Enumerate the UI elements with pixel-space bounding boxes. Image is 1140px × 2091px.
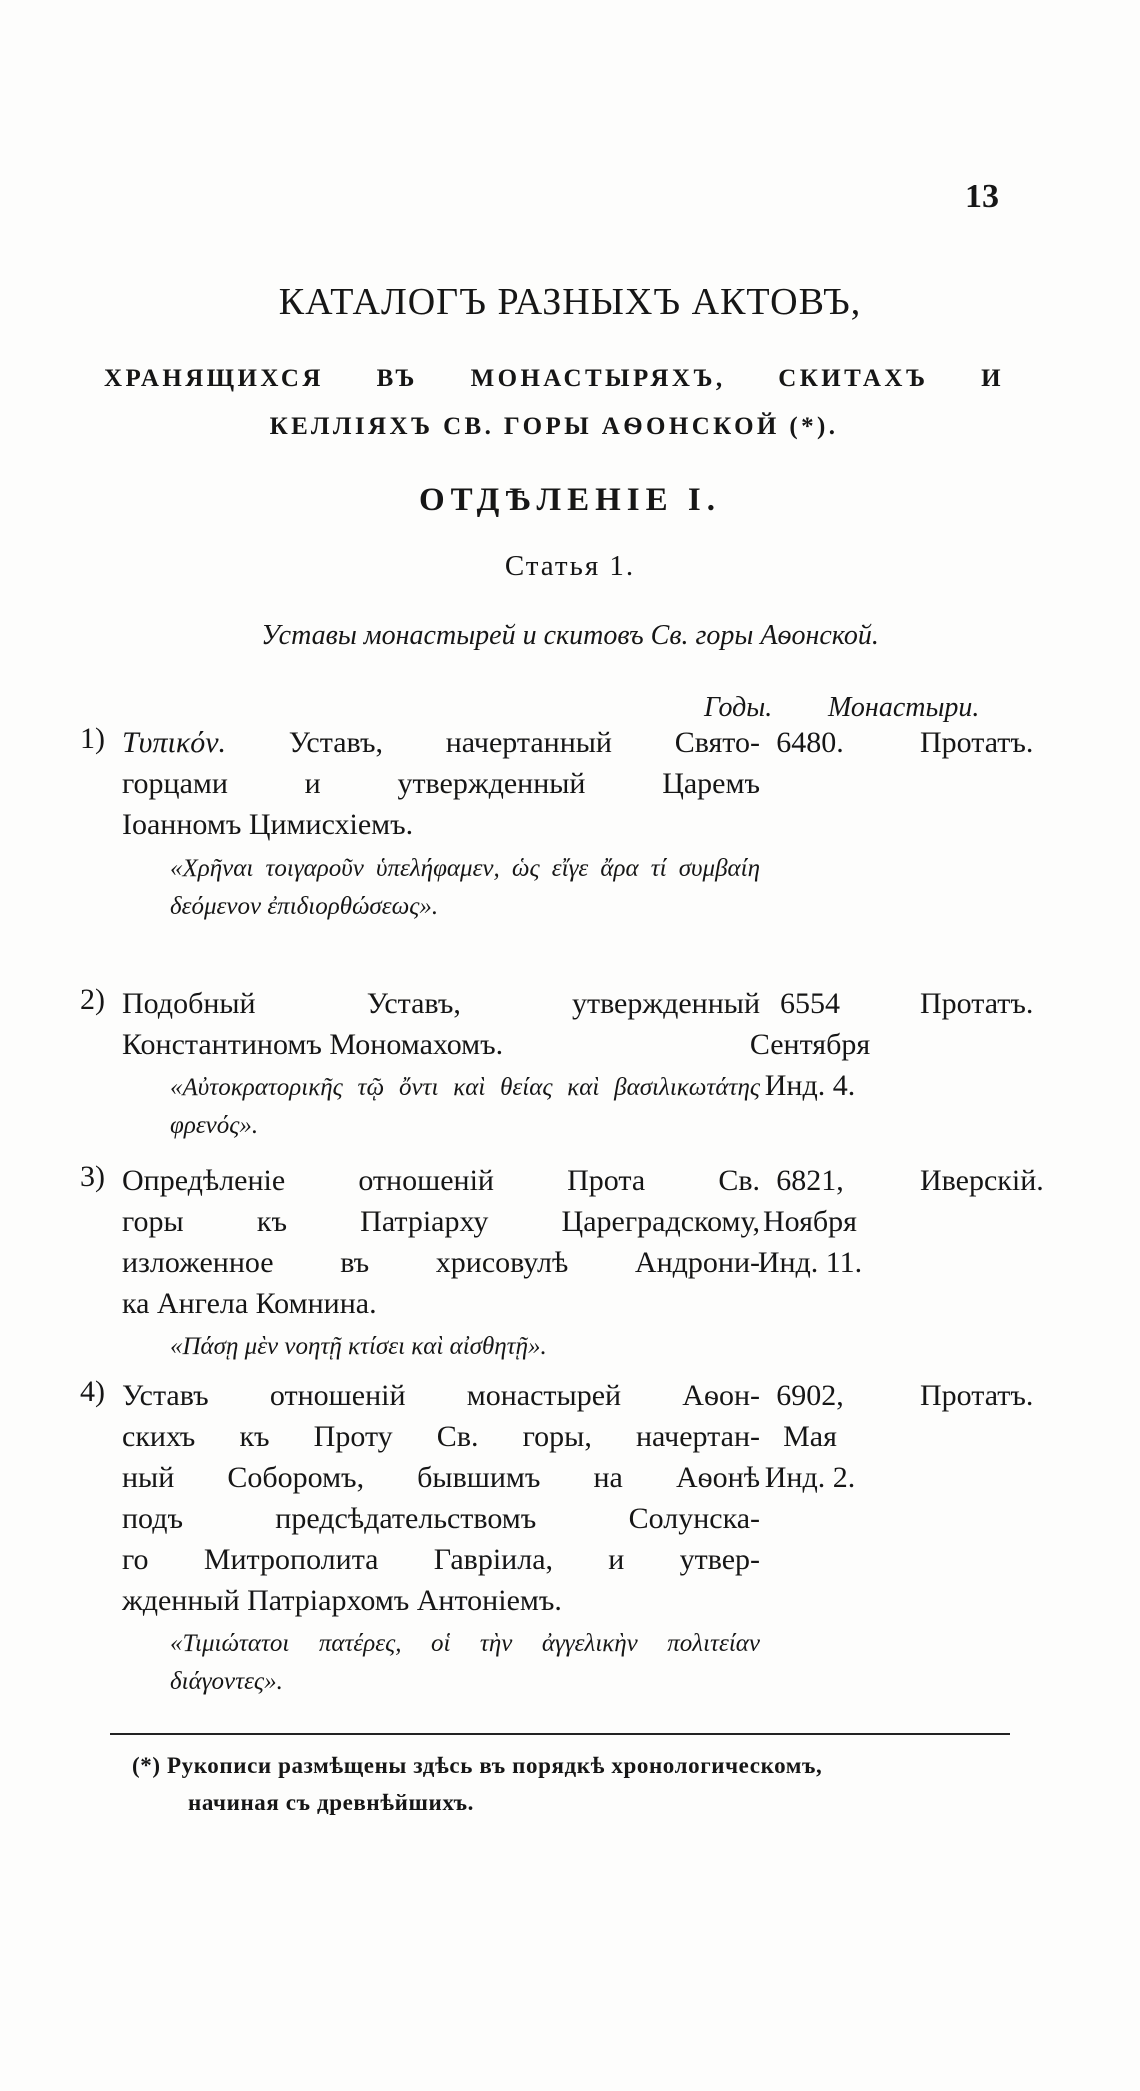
entry-monastery: Протатъ. (920, 726, 1034, 759)
entry-description-line: горцами и утвержденный Царемъ (122, 767, 760, 800)
entry-description-line: Τυπικόν. Уставъ, начертанный Свято- (122, 726, 760, 759)
footnote-line-1: (*) Рукописи размѣщены здѣсь въ порядкѣ хронологическомъ, (132, 1753, 823, 1778)
entry-greek-quote: «Τιμιώτατοι πατέρες, οἱ τὴν ἀγγελικὴν πολιτείαν διάγοντες». (170, 1630, 760, 1695)
subtitle-line-2: КЕЛЛІЯХЪ СВ. ГОРЫ АѲОНСКОЙ (*). (269, 413, 839, 440)
entry-description-line: скихъ къ Проту Св. горы, начертан- (122, 1420, 760, 1453)
entry-greek-quote: «Πάσῃ μὲν νοητῇ κτίσει καὶ αἰσθητῇ». (170, 1333, 547, 1360)
entry-description (122, 983, 760, 1065)
entry-greek-quote: «Αὐτοκρατορικῆς τῷ ὄντι καὶ θείας καὶ βασιλικωτάτης φρενός». (170, 1074, 760, 1139)
entry-greek-label: Τυπικόν. (122, 726, 227, 759)
footnote-rule (110, 1733, 1010, 1735)
entry-description-line: ный Соборомъ, бывшимъ на Аѳонѣ (122, 1461, 760, 1494)
entry-description (122, 1375, 760, 1621)
entry-description-line: го Митрополита Гавріила, и утвер- (122, 1543, 760, 1576)
section-heading: ОТДѢЛЕНІЕ I. (419, 482, 721, 518)
entry-monastery: Протатъ. (920, 1379, 1034, 1412)
catalog-title: КАТАЛОГЪ РАЗНЫХЪ АКТОВЪ, (278, 281, 862, 323)
entry-description-line: Константиномъ Мономахомъ. (122, 1028, 504, 1061)
entry-description-line: подъ предсѣдательствомъ Солунска- (122, 1502, 760, 1535)
page-number: 13 (965, 178, 999, 215)
entry-date: 6554 Сентября Инд. 4. (749, 987, 871, 1102)
footnote-line-2: начиная съ древнѣйшихъ. (188, 1790, 474, 1815)
entry-description-line: Опредѣленіе отношеній Прота Св. (122, 1164, 760, 1197)
entry-description-line: горы къ Патріарху Цареградскому, (122, 1205, 760, 1238)
entry-description-line: жденный Патріархомъ Антоніемъ. (122, 1584, 562, 1617)
entry-description-line: ка Ангела Комнина. (122, 1287, 377, 1320)
entry-description-line: Подобный Уставъ, утвержденный (122, 987, 760, 1020)
entry-number: 3) (80, 1160, 105, 1193)
column-header-monasteries: Монастыри. (828, 692, 980, 723)
entry-date: 6902, Мая Инд. 2. (764, 1379, 856, 1494)
footnote (132, 1747, 1032, 1821)
entry-number: 4) (80, 1375, 105, 1408)
subtitle-line-1: ХРАНЯЩИХСЯ ВЪ МОНАСТЫРЯХЪ, СКИТАХЪ И (104, 365, 1004, 392)
entry-greek-quote: «Χρῆναι τοιγαροῦν ὑπελήφαμεν, ὡς εἴγε ἄρα τί συμβαίη δεόμενον ἐπιδιορθώσεως». (170, 855, 760, 920)
entry-monastery: Иверскій. (920, 1164, 1044, 1197)
column-header-years: Годы. (704, 692, 773, 723)
article-heading: Статья 1. (504, 550, 636, 582)
entry-date: 6480. (776, 726, 844, 759)
entry-description (122, 1160, 760, 1324)
entry-number: 2) (80, 983, 105, 1016)
entry-number: 1) (80, 722, 105, 755)
article-caption: Уставы монастырей и скитовъ Св. горы Аѳонской. (261, 620, 879, 651)
entry-description-line: Іоанномъ Цимисхіемъ. (122, 808, 414, 841)
entry-description (122, 722, 760, 845)
entry-date: 6821, Ноября Инд. 11. (757, 1164, 863, 1279)
entry-description-line: изложенное въ хрисовулѣ Андрони- (122, 1246, 760, 1279)
entry-description-line: Уставъ отношеній монастырей Аѳон- (122, 1379, 760, 1412)
entry-monastery: Протатъ. (920, 987, 1034, 1020)
